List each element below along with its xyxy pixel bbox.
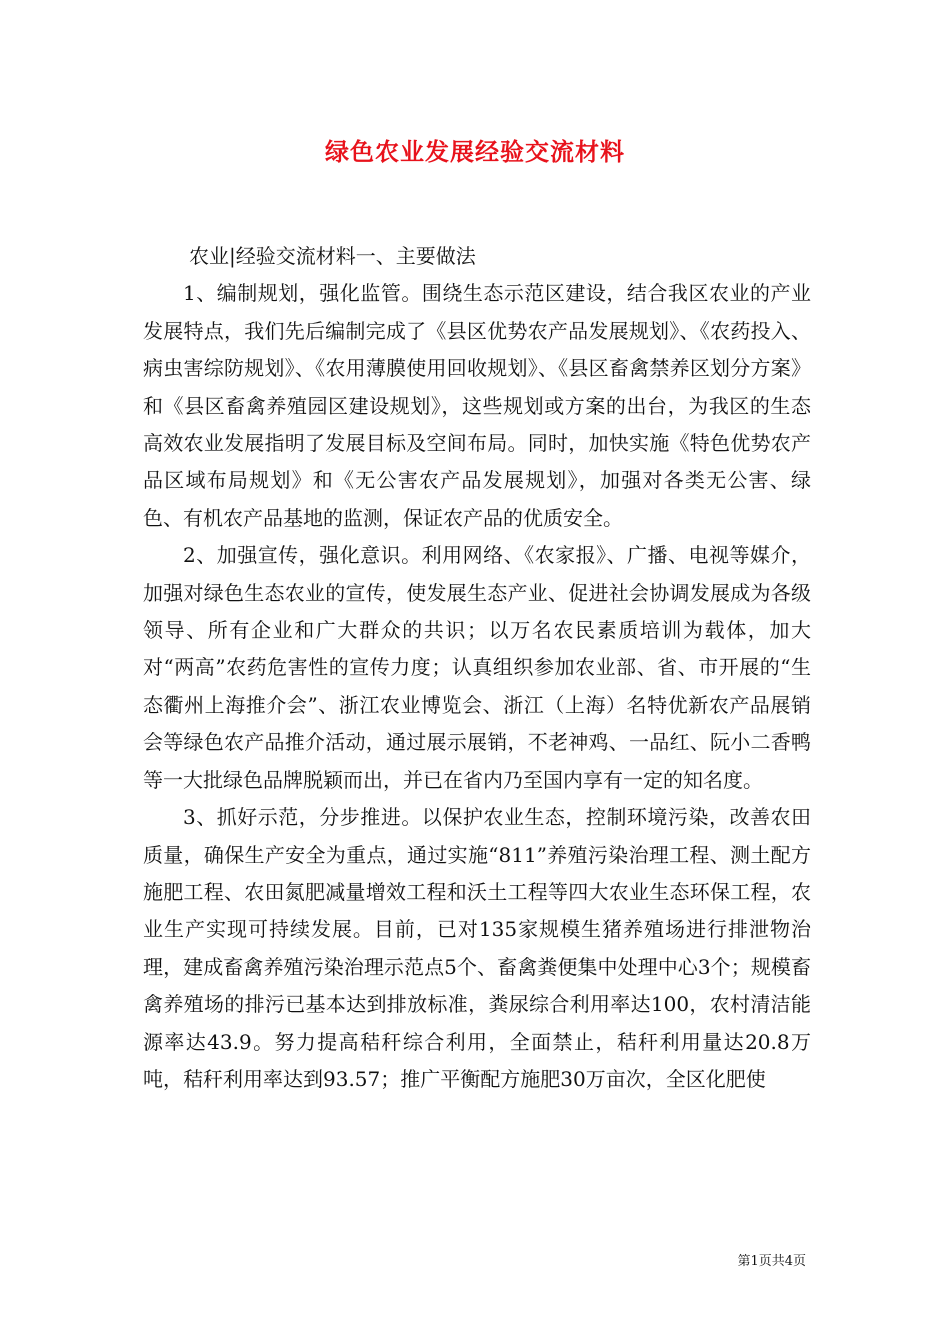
document-body bbox=[143, 238, 811, 1098]
page-number: 第1页共4页 bbox=[737, 1254, 806, 1269]
intro-line: 农业|经验交流材料一、主要做法 bbox=[189, 244, 476, 268]
paragraph-3: 3、抓好示范，分步推进。以保护农业生态，控制环境污染，改善农田质量，确保生产安全为重点，通过实施“811”养殖污染治理工程、测土配方施肥工程、农田氮肥减量增效工程和沃土工程等四大农业生态环保工程，农业生产实现可持续发展。目前，已对135家规模生猪养殖场进行排泄物治理，建成畜禽养殖污染治理示范点5个、畜禽粪便集中处理中心3个；规模畜禽养殖场的排污已基本达到排放标准，粪尿综合利用率达100，农村清洁能源率达43.9。努力提高秸秆综合利用，全面禁止，秸秆利用量达20.8万吨，秸秆利用率达到93.57；推广平衡配方施肥30万亩次，全区化肥使 bbox=[143, 805, 811, 1091]
document-title: 绿色农业发展经验交流材料 bbox=[325, 138, 625, 166]
paragraph-2: 2、加强宣传，强化意识。利用网络、《农家报》、广播、电视等媒介，加强对绿色生态农业的宣传，使发展生态产业、促进社会协调发展成为各级领导、所有企业和广大群众的共识；以万名农民素质培训为载体，加大对“两高”农药危害性的宣传力度；认真组织参加农业部、省、市开展的“生态衢州上海推介会”、浙江农业博览会、浙江（上海）名特优新农产品展销会等绿色农产品推介活动，通过展示展销，不老神鸡、一品红、阮小二香鸭等一大批绿色品牌脱颖而出，并已在省内乃至国内享有一定的知名度。 bbox=[143, 543, 811, 792]
paragraph-1: 1、编制规划，强化监管。围绕生态示范区建设，结合我区农业的产业发展特点，我们先后编制完成了《县区优势农产品发展规划》、《农药投入、病虫害综防规划》、《农用薄膜使用回收规划》、《县区畜禽禁养区划分方案》和《县区畜禽养殖园区建设规划》，这些规划或方案的出台，为我区的生态高效农业发展指明了发展目标及空间布局。同时，加快实施《特色优势农产品区域布局规划》和《无公害农产品发展规划》，加强对各类无公害、绿色、有机农产品基地的监测，保证农产品的优质安全。 bbox=[143, 281, 811, 530]
